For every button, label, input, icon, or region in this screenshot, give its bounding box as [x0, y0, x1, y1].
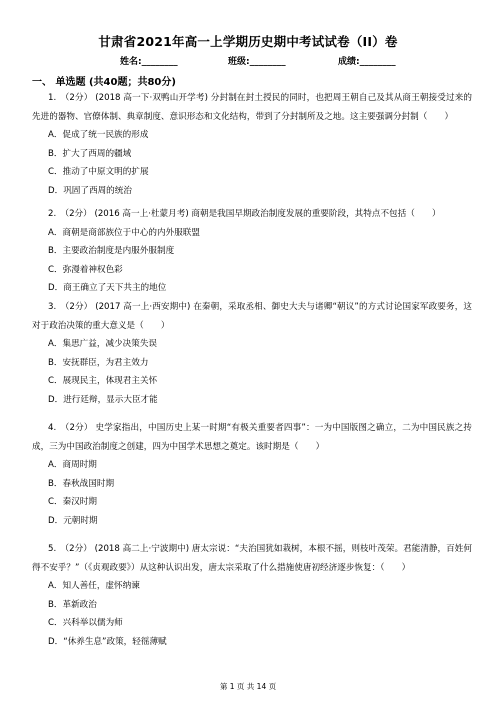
student-info-row — [120, 54, 420, 68]
class-field-label: 班级:________ — [228, 57, 286, 67]
option-b: B．安抚群臣，为君主效力 — [48, 357, 149, 368]
option-c: C．秦汉时期 — [48, 497, 97, 508]
question-stem: 1. （2分） (2018 高一下·双鸭山开学考) 分封制在封土授民的同时，也把周王朝自己及其从商王朝接受过来的先进的器物、官僚体制、典章制度、意识形态和文化结构，带到了分封制所及之地。这主要强调分封制（ ） — [32, 93, 472, 122]
option-a: A．促成了统一民族的形成 — [48, 130, 149, 141]
option-d: D．元朝时期 — [48, 515, 98, 526]
option-c: C．弥漫着神权色彩 — [48, 264, 123, 275]
question-block — [32, 89, 472, 201]
option-a: A．商朝是商部族位于中心的内外服联盟 — [48, 227, 200, 238]
option-a: A．集思广益，减少决策失误 — [48, 339, 158, 350]
score-field-label: 成绩:________ — [338, 57, 396, 67]
option-b: B．扩大了西周的疆域 — [48, 148, 132, 159]
option-c: C．兴科举以儒为师 — [48, 618, 123, 629]
option-d: D．“休养生息”政策，轻徭薄赋 — [48, 636, 167, 647]
section-heading: 一、 单选题 (共40题；共80分) — [32, 77, 176, 88]
question-block — [32, 540, 472, 652]
option-b: B．革新政治 — [48, 599, 97, 610]
option-d: D．进行廷辩，显示大臣才能 — [48, 394, 158, 405]
question-block — [32, 298, 472, 410]
option-c: C．展现民主，体现君主关怀 — [48, 376, 158, 387]
option-d: D．巩固了西周的统治 — [48, 185, 132, 196]
question-block — [32, 205, 472, 298]
option-a: A．商周时期 — [48, 460, 97, 471]
question-stem: 4. （2分） 史学家指出，中国历史上某一时期“有极关重要者四事”：一为中国版图之确立，二为中国民族之抟成，三为中国政治制度之创建，四为中国学术思想之奠定。该时期是（ ） — [32, 423, 472, 452]
question-block — [32, 419, 472, 531]
option-c: C．推动了中原文明的扩展 — [48, 167, 149, 178]
question-stem: 5. （2分） (2018 高二上·宁波期中) 唐太宗说：“夫治国犹如栽树，本根不摇，则枝叶茂荣。君能清静，百姓何得不安乎？”（《贞观政要》）从这种认识出发，唐太宗采取了什么措施使唐初经济逐步恢复：（ ） — [32, 544, 472, 573]
question-stem: 3. （2分） (2017 高一上·西安期中) 在秦朝，采取丞相、御史大夫与诸卿“朝议”的方式讨论国家军政要务，这对于政治决策的重大意义是（ ） — [32, 302, 472, 331]
page-number: 第 1 页 共 14 页 — [219, 682, 277, 691]
option-b: B．春秋战国时期 — [48, 478, 115, 489]
option-d: D．商王确立了天下共主的地位 — [48, 283, 167, 294]
question-stem: 2. （2分） (2016 高一上·杜蒙月考) 商朝是我国早期政治制度发展的重要阶段，其特点不包括（ ） — [48, 209, 441, 219]
option-b: B．主要政治制度是内服外服制度 — [48, 246, 175, 257]
option-a: A．知人善任，虚怀纳谏 — [48, 581, 140, 592]
name-field-label: 姓名:________ — [120, 57, 178, 67]
page-title: 甘肃省2021年高一上学期历史期中考试试卷（II）卷 — [98, 34, 398, 49]
